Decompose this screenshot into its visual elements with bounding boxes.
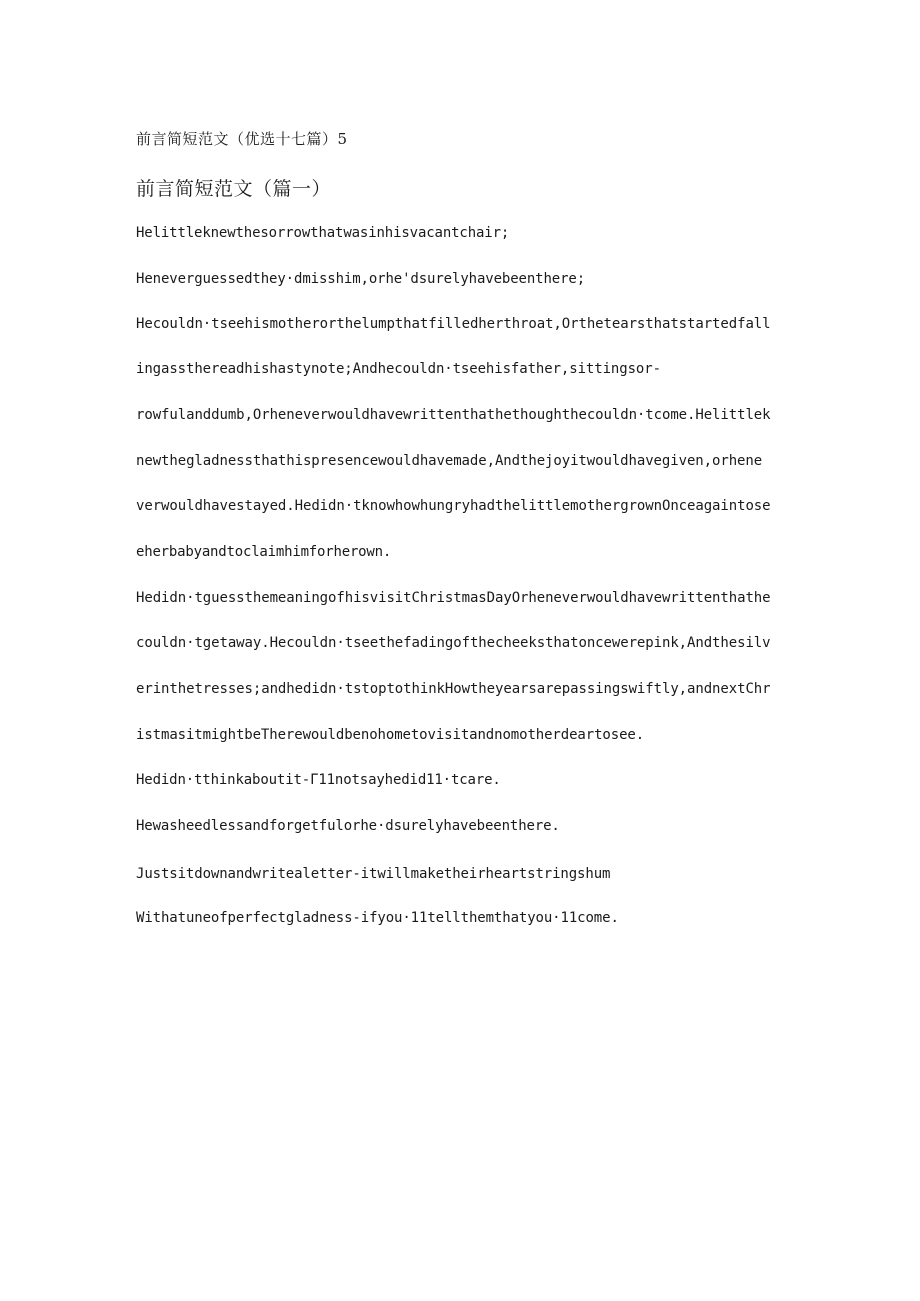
paragraph-line: Helittleknewthesorrowthatwasinhisvacantchair; bbox=[136, 225, 510, 241]
paragraph-line: verwouldhavestayed.Hedidn·tknowhowhungryhadthelittlemothergrownOnceagaintose bbox=[136, 498, 771, 514]
paragraph-line: Hewasheedlessandforgetfulorhe·dsurelyhavebeenthere. bbox=[136, 818, 560, 834]
section-heading: 前言简短范文（篇一） bbox=[136, 178, 332, 200]
paragraph-line: couldn·tgetaway.Hecouldn·tseethefadingofthecheeksthatoncewerepink,Andthesilv bbox=[136, 635, 771, 651]
paragraph-line: Withatuneofperfectgladness-ifyou·11tellthemthatyou·11come. bbox=[136, 910, 619, 926]
paragraph-line: ingassthereadhishastynote;Andhecouldn·tseehisfather,sittingsor- bbox=[136, 361, 661, 377]
paragraph-line: Hedidn·tguessthemeaningofhisvisitChristmasDayOrheneverwouldhavewrittenthathe bbox=[136, 590, 771, 606]
paragraph-line: Hecouldn·tseehismotherorthelumpthatfilledherthroat,Orthetearsthatstartedfall bbox=[136, 316, 771, 332]
paragraph-line: erinthetresses;andhedidn·tstoptothinkHowtheyearsarepassingswiftly,andnextChr bbox=[136, 681, 771, 697]
paragraph-line: Hedidn·tthinkaboutit-Γ11notsayhedid11·tcare. bbox=[136, 772, 501, 788]
document-title: 前言简短范文（优选十七篇）5 bbox=[136, 130, 348, 148]
paragraph-line: Justsitdownandwritealetter-itwillmaketheirheartstringshum bbox=[136, 866, 611, 882]
paragraph-line: newthegladnessthathispresencewouldhavemade,Andthejoyitwouldhavegiven,orhene bbox=[136, 453, 763, 469]
paragraph-line: eherbabyandtoclaimhimforherown. bbox=[136, 544, 392, 560]
paragraph-line: istmasitmightbeTherewouldbenohometovisitandnomotherdeartosee. bbox=[136, 727, 645, 743]
paragraph-line: Heneverguessedthey·dmisshim,orhe'dsurelyhavebeenthere; bbox=[136, 271, 586, 287]
paragraph-line: rowfulanddumb,Orheneverwouldhavewrittenthathethoughthecouldn·tcome.Helittlek bbox=[136, 407, 771, 423]
